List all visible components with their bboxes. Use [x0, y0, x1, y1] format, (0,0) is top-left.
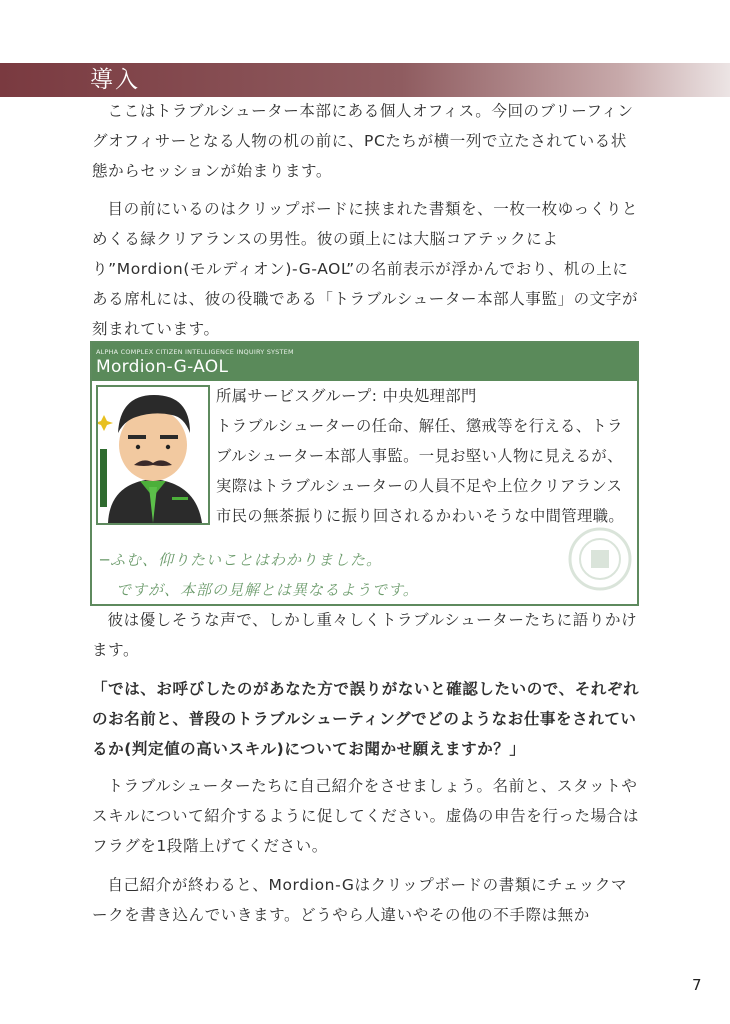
section-title: 導入	[90, 67, 140, 93]
card-description: トラブルシューターの任命、解任、懲戒等を行える、トラブルシューター本部人事監。一見お堅い人物に見えるが、実際はトラブルシューターの人員不足や上位クリアランス市民の無茶振りに振り回されるかわいそうな中間管理職。	[216, 417, 625, 525]
emblem-icon	[567, 526, 633, 592]
paragraph-dialogue: 「では、お呼びしたのがあなた方で誤りがないと確認したいので、それぞれのお名前と、普段のトラブルシューティングでどのようなお仕事をされているか(判定値の高いスキル)についてお聞かせ願えますか？」	[92, 680, 640, 758]
card-service-group: 所属サービスグループ: 中央処理部門	[216, 387, 477, 405]
card-quote-2: ですが、本部の見解とは異なるようです。	[116, 581, 419, 599]
card-body	[216, 381, 636, 531]
card-character-name: Mordion-G-AOL	[96, 357, 229, 377]
paragraph-closing: 自己紹介が終わると、Mordion-Gはクリップボードの書類にチェックマークを書き込んでいきます。どうやら人違いやその他の不手際は無か	[92, 876, 628, 924]
paragraph-description: 目の前にいるのはクリップボードに挟まれた書類を、一枚一枚ゆっくりとめくる緑クリアランスの男性。彼の頭上には大脳コアテックにより”Mordion(モルディオン)-G-AOL”の名前表示が浮かんでおり、机の上にある席札には、彼の役職である「トラブルシューター本部人事監」の文字が刻まれています。	[92, 200, 639, 338]
paragraph-voice: 彼は優しそうな声で、しかし重々しくトラブルシューターたちに語りかけます。	[92, 611, 638, 659]
page-number: 7	[692, 976, 702, 994]
card-header	[92, 343, 637, 381]
character-portrait-icon	[96, 385, 210, 525]
card-quote-1: ─ふむ、仰りたいことはわかりました。	[100, 551, 383, 569]
character-card	[90, 341, 639, 606]
paragraph-instructions: トラブルシューターたちに自己紹介をさせましょう。名前と、スタットやスキルについて紹介するように促してください。虚偽の申告を行った場合はフラグを1段階上げてください。	[92, 777, 639, 855]
card-system-label: ALPHA COMPLEX CITIZEN INTELLIGENCE INQUIRY SYSTEM	[96, 348, 294, 356]
section-banner	[0, 63, 730, 97]
paragraph-intro: ここはトラブルシューター本部にある個人オフィス。今回のブリーフィングオフィサーとなる人物の机の前に、PCたちが横一列で立たされている状態からセッションが始まります。	[92, 102, 634, 180]
